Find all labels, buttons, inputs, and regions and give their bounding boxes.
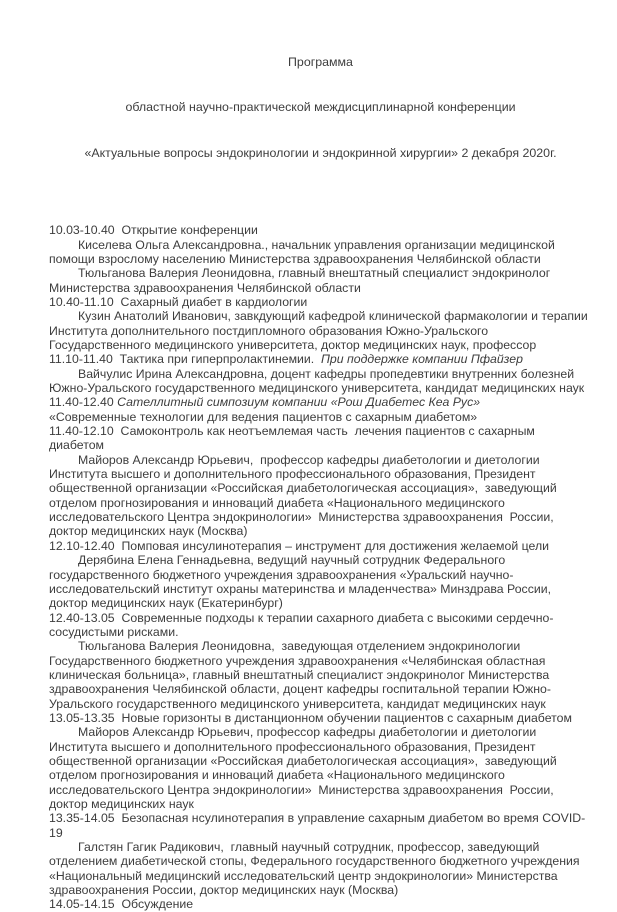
italic-note: Сателлитный симпозиум компании «Рош Диабетес Кеа Рус» [117,395,481,410]
paragraph-text: Киселева Ольга Александровна., начальник управления организации медицинской помощи взрослому населению Министерства здравоохранения Челябинской области [49,237,559,266]
document-title [49,24,592,192]
speaker-paragraph [49,238,592,267]
speaker-paragraph [49,266,592,295]
paragraph-text: 11.40-12.40 [49,395,118,410]
paragraph-text: Кузин Анатолий Иванович, завкдующий кафедрой клинической фармакологии и терапии Института дополнительного постдипломного образования Южно-Уральского Государственного медицинского университета, доктор медицинских наук, профессор [49,309,592,353]
paragraph-text: Галстян Гагик Радикович, главный научный сотрудник, профессор, заведующий отделением диабетической стопы, Федерального государственного бюджетного учреждения «Национальный медицинский исследовательский центр эндокринологии» Министерства здравоохранения России, доктор медицинских наук (Москва) [49,840,583,898]
paragraph-text: Тюльганова Валерия Леонидовна, заведующая отделением эндокринологии Государственного бюджетного учреждения здравоохранения «Челябинская областная клиническая больница», главный внештатный специалист эндокринолог Министерства здравоохранения Челябинской области, доцент кафедры госпитальной терапии Южно-Уральского государственного медицинского университета, кандидат медицинских наук [49,639,553,711]
paragraph-text: Майоров Александр Юрьевич, профессор кафедры диабетологии и диетологии Института высшего и дополнительного профессионального образования, Президент общественной организации «Российская диабетологическая ассоциация», заведующий отделом прогнозирования и инноваций диабета «Национального медицинского исследовательского Центра эндокринологии» Министерства здравоохранения России, доктор медицинских наук (Москва) [49,452,561,539]
session-line [49,811,592,840]
speaker-paragraph [49,453,592,539]
session-line [49,352,592,366]
session-line [49,424,592,453]
speaker-paragraph [49,309,592,352]
session-line [49,711,592,725]
session-line [49,410,592,424]
paragraph-text: 10.40-11.10 Сахарный диабет в кардиологии [49,294,308,309]
paragraph-text: Тюльганова Валерия Леонидовна, главный внештатный специалист эндокринолог Министерства здравоохранения Челябинской области [49,266,554,295]
session-line [49,539,592,553]
paragraph-text: 13.35-14.05 Безопасная нсулинотерапия в управление сахарным диабетом во время COVID-19 [49,811,586,840]
paragraph-text: 13.05-13.35 Новые горизонты в дистанционном обучении пациентов с сахарным диабетом [49,710,572,725]
session-line [49,223,592,237]
speaker-paragraph [49,725,592,811]
speaker-paragraph [49,639,592,711]
paragraph-text: 11.40-12.10 Самоконтроль как неотъемлемая часть лечения пациентов с сахарным диабетом [49,424,539,453]
speaker-paragraph [49,840,592,897]
title-line-2: областной научно-практической междисциплинарной конференции [125,100,516,115]
session-line [49,897,592,911]
paragraph-text: 11.10-11.40 Тактика при гиперпролактинемии. [49,352,322,367]
speaker-paragraph [49,367,592,396]
session-line [49,611,592,640]
paragraph-text: Вайчулис Ирина Александровна, доцент кафедры пропедевтики внутренних болезней Южно-Уральского государственного медицинского университета, кандидат медицинских наук [49,366,585,396]
program-content [49,223,592,912]
paragraph-text: «Современные технологии для ведения пациентов с сахарным диабетом» [49,409,478,424]
speaker-paragraph [49,553,592,610]
session-line [49,295,592,309]
paragraph-text: 12.10-12.40 Помповая инсулинотерапия – инструмент для достижения желаемой цели [49,538,550,553]
paragraph-text: Майоров Александр Юрьевич, профессор кафедры диабетологии и диетологии Института высшего и дополнительного профессионального образования, Президент общественной организации «Российская диабетологическая ассоциация», заведующий отделом прогнозирования и инноваций диабета «Национального медицинского исследовательского Центра эндокринологии» Министерства здравоохранения России, доктор медицинских наук [49,725,561,812]
session-line [49,395,592,409]
paragraph-text: 12.40-13.05 Современные подходы к терапии сахарного диабета с высокими сердечно-сосудистыми рисками. [49,610,554,639]
paragraph-text: 10.03-10.40 Открытие конференции [49,223,258,238]
paragraph-text: 14.05-14.15 Обсуждение [49,897,194,912]
paragraph-text: Дерябина Елена Геннадьевна, ведущий научный сотрудник Федерального государственного бюджетного учреждения здравоохранения «Уральский научно-исследовательский институт охраны материнства и младенчества» Минздрава России, доктор медицинских наук (Екатеринбург) [49,553,555,611]
title-line-1: Программа [288,54,353,69]
italic-note: При поддержке компании Пфайзер [321,352,523,367]
title-line-3: «Актуальные вопросы эндокринологии и эндокринной хирургии» 2 декабря 2020г. [84,146,557,161]
